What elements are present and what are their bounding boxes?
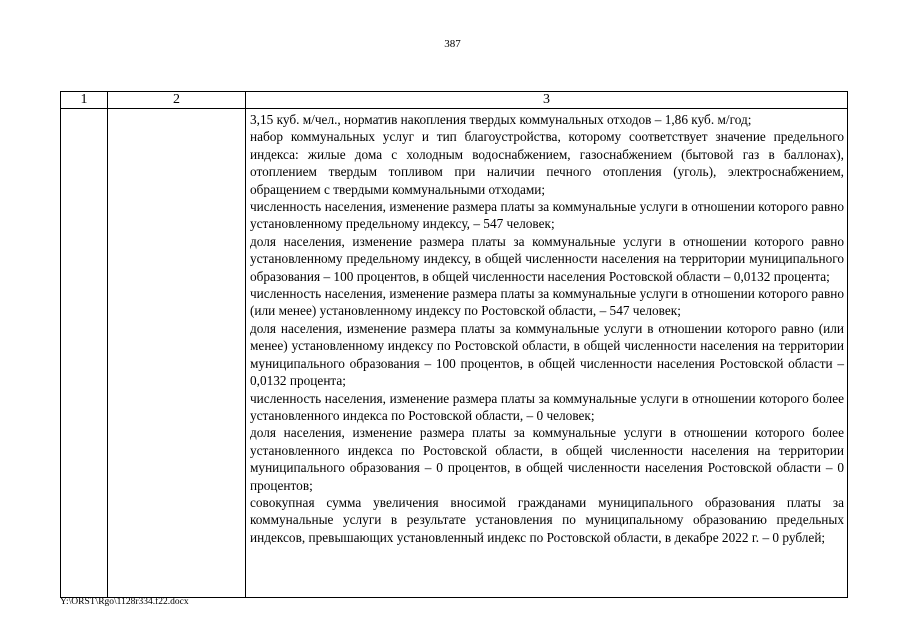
paragraph-7: численность населения, изменение размера платы за коммунальные услуги в отношении которого более установленного индекса по Ростовской области, – 0 человек;: [250, 390, 844, 423]
page-number: 387: [444, 38, 461, 50]
column-header-3: 3: [246, 92, 848, 109]
paragraph-5: численность населения, изменение размера платы за коммунальные услуги в отношении которого равно (или менее) установленному индексу по Ростовской области, – 547 человек;: [250, 286, 844, 319]
paragraph-8: доля населения, изменение размера платы за коммунальные услуги в отношении которого более установленного индекса по Ростовской области, в общей численности населения на территории муниципального образования – 0 процентов, в общей численности населения Ростовской области – 0 процентов;: [250, 425, 844, 493]
table-header-row: [61, 92, 848, 109]
table-cell-col2: [108, 109, 246, 598]
paragraph-4: доля населения, изменение размера платы за коммунальные услуги в отношении которого равно установленному предельному индексу, в общей численности населения на территории муниципального образования – 100 процентов, в общей численности населения Ростовской области – 0,0132 процента;: [250, 233, 844, 284]
column-header-2: 2: [108, 92, 246, 109]
paragraph-3: численность населения, изменение размера платы за коммунальные услуги в отношении которого равно установленному предельному индексу, – 547 человек;: [250, 199, 844, 232]
paragraph-1: 3,15 куб. м/чел., норматив накопления твердых коммунальных отходов – 1,86 куб. м/год;: [250, 112, 752, 127]
paragraph-2: набор коммунальных услуг и тип благоустройства, которому соответствует значение предельного индекса: жилые дома с холодным водоснабжением, газоснабжением (бытовой газ в баллонах), отоплением твердым топливом при наличии печного отопления (уголь), электроснабжением, обращением с твердыми коммунальными отходами;: [250, 129, 844, 197]
column-header-1: 1: [61, 92, 108, 109]
footer-file-path: Y:\ORST\Rgo\1128r334.f22.docx: [60, 597, 189, 607]
paragraph-9: совокупная сумма увеличения вносимой гражданами муниципального образования платы за коммунальные услуги в результате установления по муниципальному образованию предельных индексов, превышающих установленный индекс по Ростовской области, в декабре 2022 г. – 0 рублей;: [250, 494, 844, 545]
document-table: [60, 91, 848, 598]
table-cell-col1: [61, 109, 108, 598]
paragraph-6: доля населения, изменение размера платы за коммунальные услуги в отношении которого равно (или менее) установленному индексу по Ростовской области, в общей численности населения на территории муниципального образования – 100 процентов, в общей численности населения Ростовской области – 0,0132 процента;: [250, 320, 844, 389]
table-row: [61, 109, 848, 598]
table-cell-col3: [246, 109, 848, 598]
